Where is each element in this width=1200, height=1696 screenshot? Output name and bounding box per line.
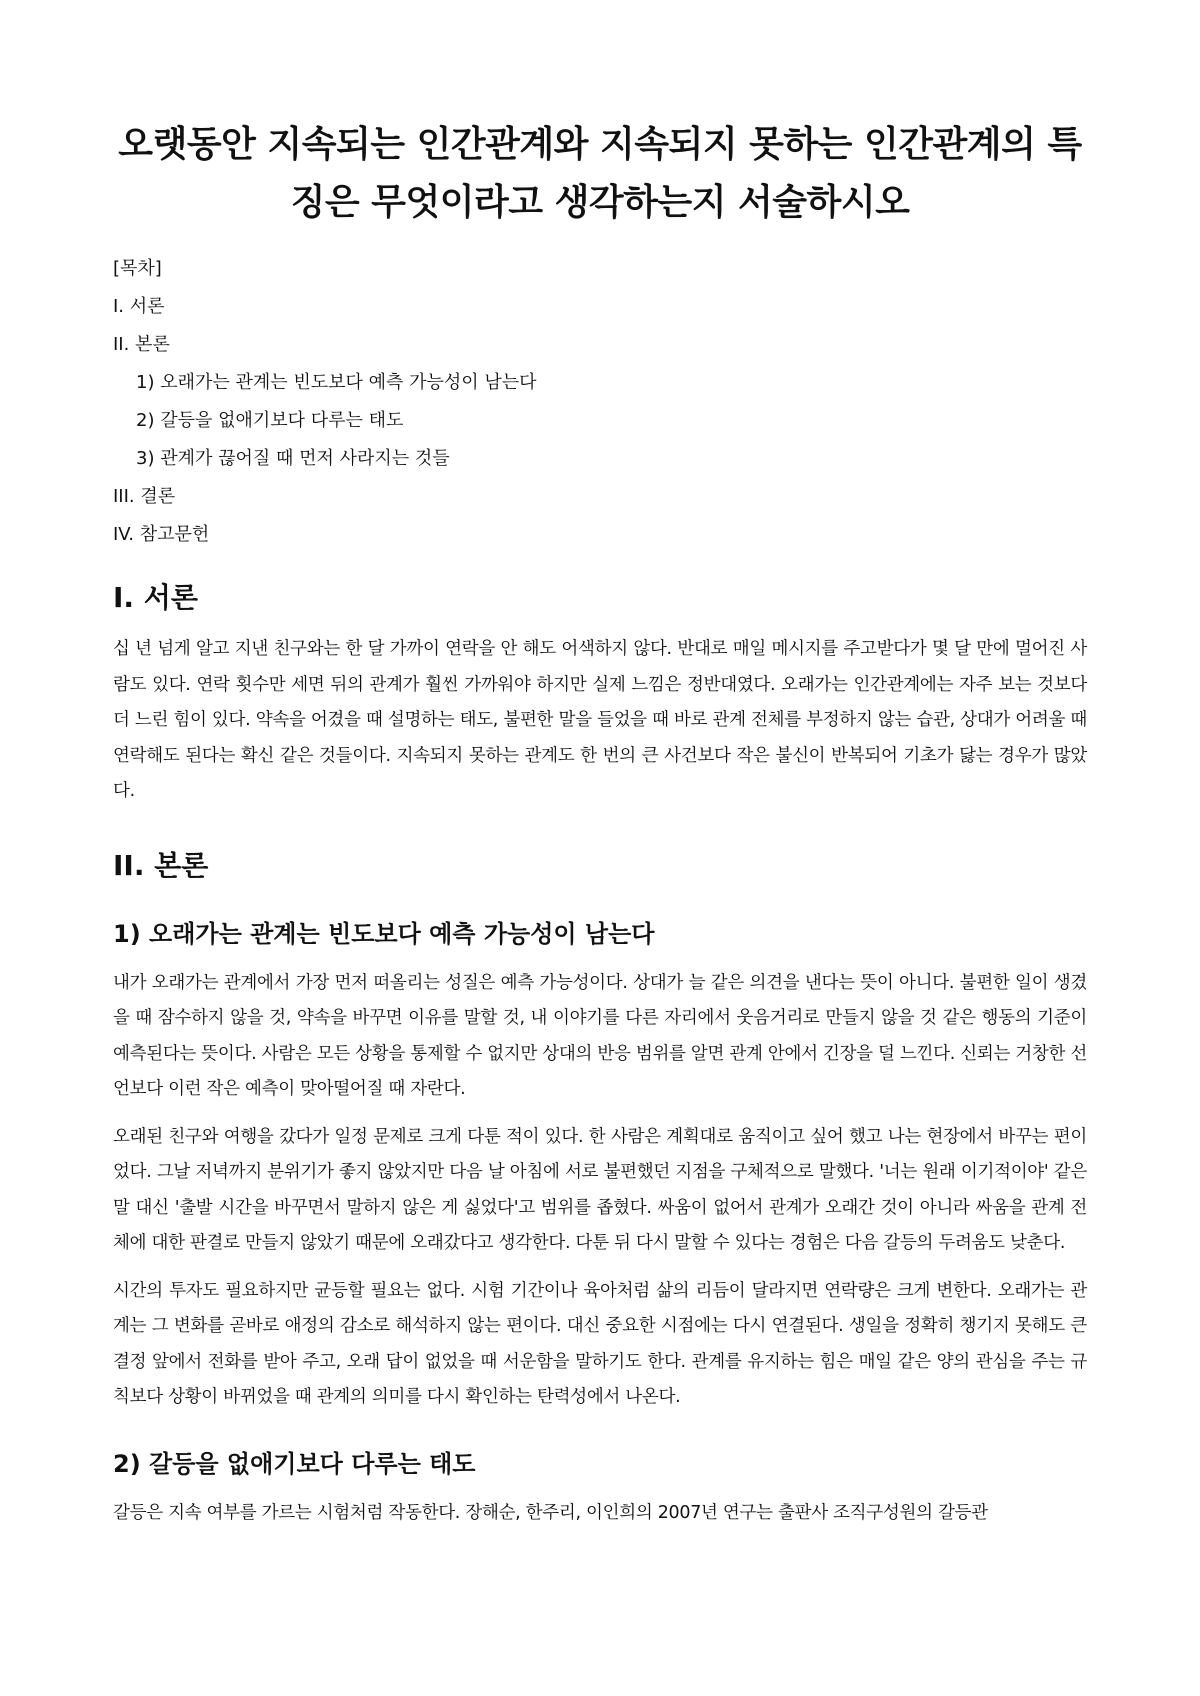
table-of-contents bbox=[113, 250, 1087, 554]
toc-item-body-3: 3) 관계가 끊어질 때 먼저 사라지는 것들 bbox=[136, 448, 450, 469]
toc-item-intro: I. 서론 bbox=[113, 296, 165, 317]
toc-item-body: II. 본론 bbox=[113, 334, 170, 355]
subsection-1-paragraph-1: 내가 오래가는 관계에서 가장 먼저 떠올리는 성질은 예측 가능성이다. 상대가 늘 같은 의견을 낸다는 뜻이 아니다. 불편한 일이 생겼을 때 잠수하지 않을 것, 약속을 바꾸면 이유를 말할 것, 내 이야기를 다른 자리에서 웃음거리로 만들지 않을 것 같은 행동의 기준이 예측된다는 뜻이다. 사람은 모든 상황을 통제할 수 없지만 상대의 반응 범위를 알면 관계 안에서 긴장을 덜 느낀다. 신뢰는 거창한 선언보다 이런 작은 예측이 맞아떨어질 때 자란다. bbox=[113, 972, 1087, 1099]
toc-heading: [목차] bbox=[113, 258, 162, 279]
document-page bbox=[113, 0, 1087, 1531]
subsection-2-paragraph-1: 갈등은 지속 여부를 가르는 시험처럼 작동한다. 장해순, 한주리, 이인희의 2007년 연구는 출판사 조직구성원의 갈등관 bbox=[113, 1502, 988, 1523]
toc-item-body-1: 1) 오래가는 관계는 빈도보다 예측 가능성이 남는다 bbox=[136, 372, 537, 393]
document-title bbox=[113, 116, 1087, 232]
intro-paragraph: 십 년 넘게 알고 지낸 친구와는 한 달 가까이 연락을 안 해도 어색하지 않다. 반대로 매일 메시지를 주고받다가 몇 달 만에 멀어진 사람도 있다. 연락 횟수만 세면 뒤의 관계가 훨씬 가까워야 하지만 실제 느낌은 정반대였다. 오래가는 인간관계에는 자주 보는 것보다 더 느린 힘이 있다. 약속을 어겼을 때 설명하는 태도, 불편한 말을 들었을 때 바로 관계 전체를 부정하지 않는 습관, 상대가 어려울 때 연락해도 된다는 확신 같은 것들이다. 지속되지 못하는 관계도 한 번의 큰 사건보다 작은 불신이 반복되어 기초가 닳는 경우가 많았다. bbox=[113, 639, 1087, 801]
title-line-2: 징은 무엇이라고 생각하는지 서술하시오 bbox=[290, 182, 910, 223]
toc-item-body-2: 2) 갈등을 없애기보다 다루는 태도 bbox=[136, 410, 404, 431]
subsection-heading-2: 2) 갈등을 없애기보다 다루는 태도 bbox=[113, 1449, 476, 1478]
subsection-1-paragraph-2: 오래된 친구와 여행을 갔다가 일정 문제로 크게 다툰 적이 있다. 한 사람은 계획대로 움직이고 싶어 했고 나는 현장에서 바꾸는 편이었다. 그날 저녁까지 분위기가 좋지 않았지만 다음 날 아침에 서로 불편했던 지점을 구체적으로 말했다. '너는 원래 이기적이야' 같은 말 대신 '출발 시간을 바꾸면서 말하지 않은 게 싫었다'고 범위를 좁혔다. 싸움이 없어서 관계가 오래간 것이 아니라 싸움을 관계 전체에 대한 판결로 만들지 않았기 때문에 오래갔다고 생각한다. 다툰 뒤 다시 말할 수 있다는 경험은 다음 갈등의 두려움도 낮춘다. bbox=[113, 1126, 1087, 1253]
toc-item-references: IV. 참고문헌 bbox=[113, 524, 210, 545]
subsection-heading-1: 1) 오래가는 관계는 빈도보다 예측 가능성이 남는다 bbox=[113, 919, 655, 948]
subsection-1-paragraph-3: 시간의 투자도 필요하지만 균등할 필요는 없다. 시험 기간이나 육아처럼 삶의 리듬이 달라지면 연락량은 크게 변한다. 오래가는 관계는 그 변화를 곧바로 애정의 감소로 해석하지 않는 편이다. 대신 중요한 시점에는 다시 연결된다. 생일을 정확히 챙기지 못해도 큰 결정 앞에서 전화를 받아 주고, 오래 답이 없었을 때 서운함을 말하기도 한다. 관계를 유지하는 힘은 매일 같은 양의 관심을 주는 규칙보다 상황이 바뀌었을 때 관계의 의미를 다시 확인하는 탄력성에서 나온다. bbox=[113, 1280, 1087, 1407]
toc-item-conclusion: III. 결론 bbox=[113, 486, 176, 507]
title-line-1: 오랫동안 지속되는 인간관계와 지속되지 못하는 인간관계의 특 bbox=[118, 124, 1082, 165]
section-heading-body: II. 본론 bbox=[113, 848, 209, 882]
section-heading-intro: I. 서론 bbox=[113, 581, 198, 614]
